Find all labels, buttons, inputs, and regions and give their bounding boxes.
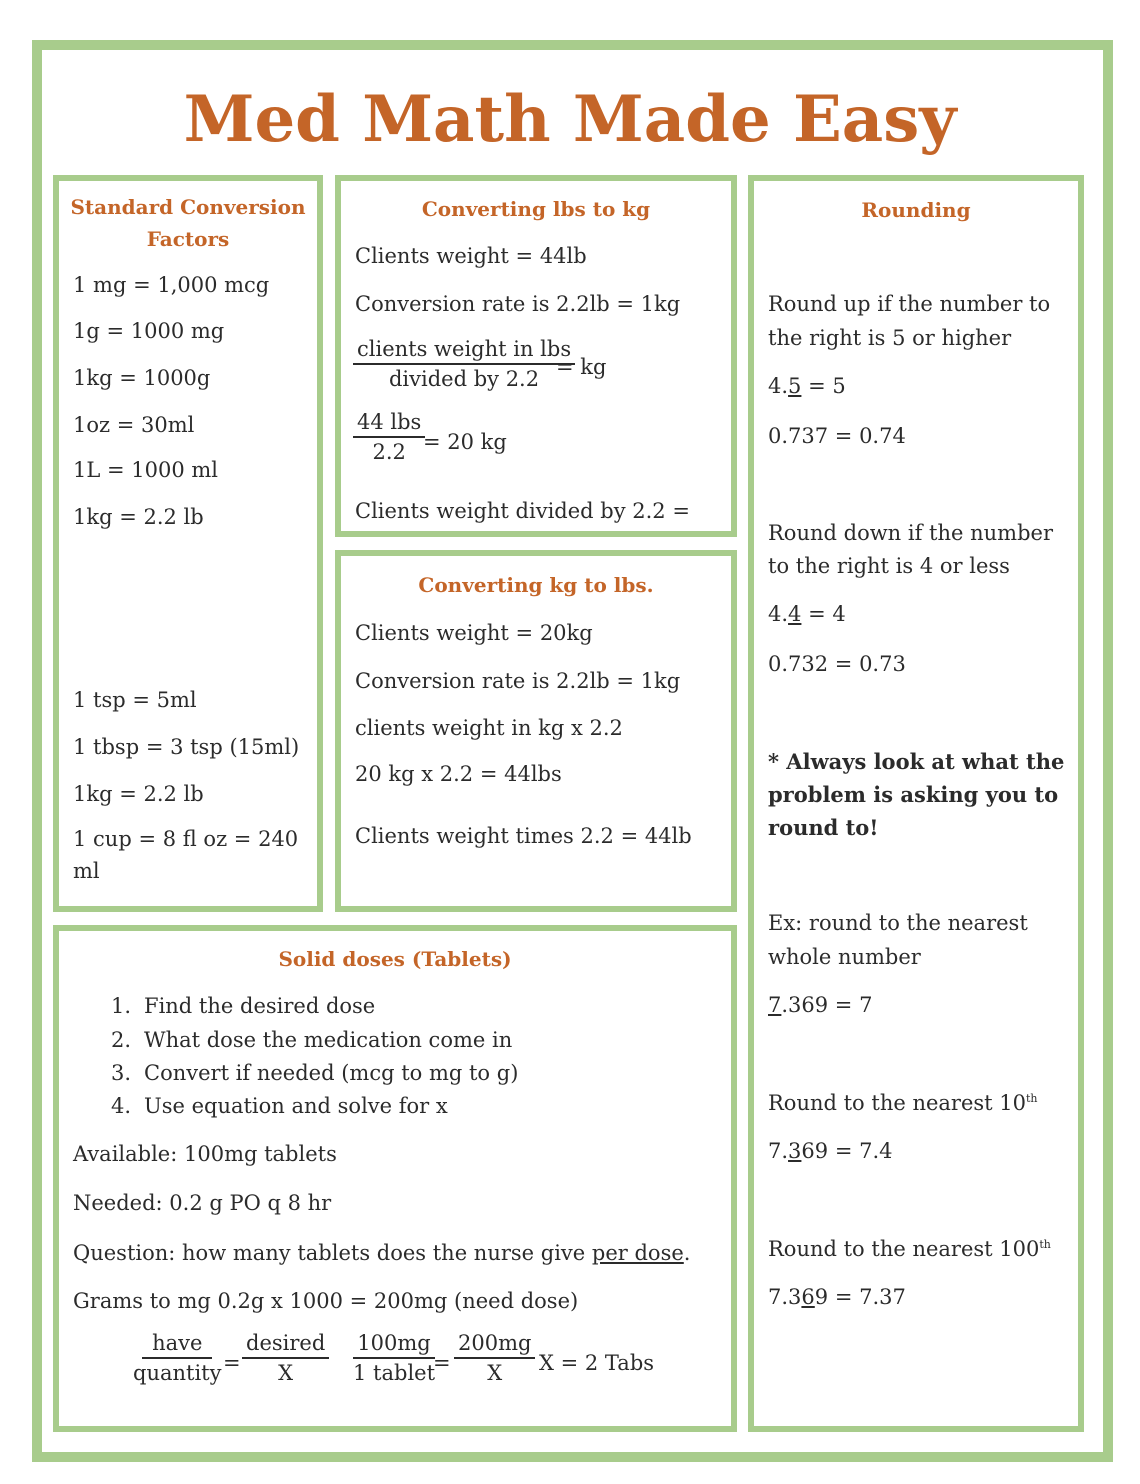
fraction-numerator: 44 lbs — [353, 410, 425, 438]
step-item: What dose the medication come in — [144, 1028, 513, 1052]
rounding-box — [748, 175, 1084, 1432]
equation-fraction — [349, 1331, 439, 1385]
round-tenth-label: Round to the nearest 10th — [768, 1091, 1038, 1115]
lbs-to-kg-heading: Converting lbs to kg — [421, 197, 651, 221]
conversion-item: 1kg = 2.2 lb — [73, 505, 204, 529]
round-down-example: 4.4 = 4 — [768, 602, 846, 626]
conversion-item: 1kg = 1000g — [73, 366, 211, 390]
lbs-to-kg-box — [335, 175, 737, 537]
step-number: 1. — [111, 994, 132, 1018]
available-line: Available: 100mg tablets — [73, 1142, 337, 1166]
round-down-rule: Round down if the number — [768, 521, 1053, 545]
conversion-item: 1L = 1000 ml — [73, 458, 219, 482]
lbs-rate: Conversion rate is 2.2lb = 1kg — [355, 292, 681, 316]
step-item: Convert if needed (mcg to mg to g) — [144, 1061, 519, 1085]
round-down-example: 0.732 = 0.73 — [768, 652, 906, 676]
kg-line: Conversion rate is 2.2lb = 1kg — [355, 669, 681, 693]
standard-heading-line1: Standard Conversion — [70, 195, 306, 219]
standard-heading-line2: Factors — [146, 227, 230, 251]
kg-line: Clients weight times 2.2 = 44lb — [355, 824, 692, 848]
kg-line: clients weight in kg x 2.2 — [355, 716, 623, 740]
equation-answer: X = 2 Tabs — [539, 1351, 655, 1375]
round-down-rule: to the right is 4 or less — [768, 554, 1010, 578]
fraction-numerator: clients weight in lbs — [353, 337, 575, 365]
lbs-summary: Clients weight divided by 2.2 = — [355, 499, 690, 523]
step-number: 3. — [111, 1061, 132, 1085]
rounding-note: round to! — [768, 815, 879, 840]
equation-fraction — [242, 1331, 329, 1385]
solid-heading: Solid doses (Tablets) — [278, 947, 512, 971]
fraction-denominator: quantity — [133, 1361, 222, 1385]
conversion-item: 1 tbsp = 3 tsp (15ml) — [73, 735, 300, 759]
conversion-item: ml — [73, 859, 100, 883]
equation-fraction — [454, 1331, 535, 1385]
fraction-numerator: desired — [242, 1331, 329, 1359]
round-hundredth-value: 7.369 = 7.37 — [768, 1285, 906, 1309]
step-number: 4. — [111, 1094, 132, 1118]
lbs-fraction-1 — [353, 337, 575, 391]
fraction-denominator: X — [278, 1361, 294, 1385]
conversion-item: 1kg = 2.2 lb — [73, 782, 204, 806]
lbs-fraction-2-result: = 20 kg — [423, 430, 507, 454]
fraction-denominator: X — [487, 1361, 503, 1385]
kg-to-lbs-heading: Converting kg to lbs. — [418, 573, 654, 597]
round-tenth-value: 7.369 = 7.4 — [768, 1139, 893, 1163]
grams-line: Grams to mg 0.2g x 1000 = 200mg (need dose) — [73, 1289, 579, 1313]
kg-line: 20 kg x 2.2 = 44lbs — [355, 762, 562, 786]
round-hundredth-label: Round to the nearest 100th — [768, 1237, 1051, 1261]
kg-line: Clients weight = 20kg — [355, 621, 593, 645]
equals-sign: = — [223, 1351, 241, 1375]
fraction-numerator: have — [142, 1331, 212, 1359]
lbs-weight: Clients weight = 44lb — [355, 244, 587, 268]
fraction-numerator: 100mg — [353, 1331, 434, 1359]
needed-line: Needed: 0.2 g PO q 8 hr — [73, 1191, 332, 1215]
conversion-item: 1g = 1000 mg — [73, 319, 225, 343]
rounding-note: * Always look at what the — [768, 749, 1065, 774]
conversion-item: 1oz = 30ml — [73, 413, 195, 437]
page-title: Med Math Made Easy — [183, 82, 957, 157]
fraction-numerator: 200mg — [454, 1331, 535, 1359]
rounding-note: problem is asking you to — [768, 782, 1059, 807]
kg-to-lbs-box — [335, 550, 737, 912]
rounding-heading: Rounding — [861, 198, 971, 222]
step-item: Use equation and solve for x — [144, 1094, 448, 1118]
conversion-item: 1 mg = 1,000 mcg — [73, 273, 270, 297]
step-number: 2. — [111, 1028, 132, 1052]
lbs-fraction-1-result: = kg — [556, 355, 607, 379]
round-up-rule: Round up if the number to — [768, 292, 1051, 316]
fraction-denominator: divided by 2.2 — [388, 367, 540, 391]
equation-fraction — [129, 1331, 225, 1385]
rounding-example-label: Ex: round to the nearest — [768, 911, 1028, 935]
equals-sign: = — [433, 1351, 451, 1375]
rounding-example-label: whole number — [768, 945, 921, 969]
rounding-example-value: 7.369 = 7 — [768, 993, 873, 1017]
question-line: Question: how many tablets does the nurse give per dose. — [73, 1241, 691, 1265]
round-up-rule: the right is 5 or higher — [768, 326, 1012, 350]
step-item: Find the desired dose — [144, 994, 376, 1018]
lbs-fraction-2 — [353, 410, 425, 464]
conversion-item: 1 cup = 8 fl oz = 240 — [73, 827, 299, 851]
solid-doses-box — [53, 925, 737, 1432]
standard-conversion-box — [53, 175, 323, 912]
round-up-example: 0.737 = 0.74 — [768, 424, 906, 448]
fraction-denominator: 1 tablet — [353, 1361, 436, 1385]
fraction-denominator: 2.2 — [372, 440, 406, 464]
round-up-example: 4.5 = 5 — [768, 374, 846, 398]
conversion-item: 1 tsp = 5ml — [73, 688, 197, 712]
